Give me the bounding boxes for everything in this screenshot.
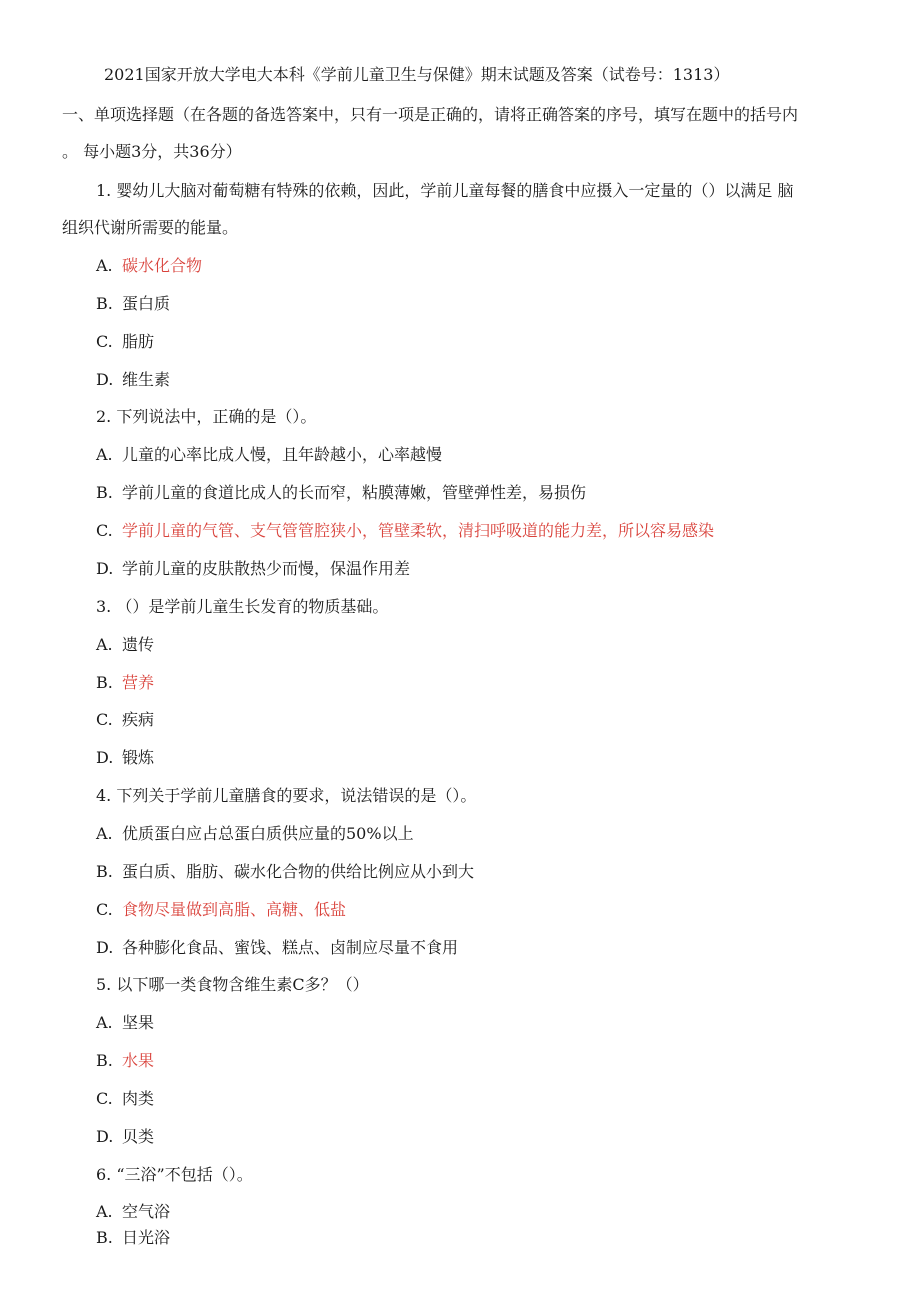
option-letter: A.	[96, 256, 113, 275]
option-text-answer: 水果	[122, 1051, 155, 1070]
option-text: 空气浴	[122, 1202, 171, 1221]
question-3-option-a	[96, 634, 154, 656]
option-text: 儿童的心率比成人慢，且年龄越小，心率越慢	[122, 445, 443, 464]
question-5-option-a	[96, 1012, 154, 1034]
option-text: 贝类	[122, 1127, 155, 1146]
option-text: 学前儿童的皮肤散热少而慢，保温作用差	[122, 559, 411, 578]
option-letter: C.	[96, 900, 113, 919]
option-text: 肉类	[122, 1089, 155, 1108]
question-5-stem: 5. 以下哪一类食物含维生素C多？（）	[96, 975, 369, 994]
option-text: 日光浴	[122, 1228, 171, 1247]
option-text: 锻炼	[122, 748, 155, 767]
question-1-option-b	[96, 293, 170, 315]
question-4-option-b	[96, 861, 474, 883]
question-3-option-d	[96, 747, 154, 769]
option-text: 遗传	[122, 635, 155, 654]
question-5-option-b	[96, 1050, 154, 1072]
option-letter: C.	[96, 521, 113, 540]
section-heading: 一、单项选择题（在各题的备选答案中，只有一项是正确的，请将正确答案的序号，填写在题中的括号内	[62, 105, 799, 124]
option-text: 各种膨化食品、蜜饯、糕点、卤制应尽量不食用	[122, 938, 459, 957]
question-3-option-c	[96, 709, 154, 731]
option-letter: B.	[96, 1228, 113, 1247]
question-1-option-a	[96, 255, 202, 277]
option-letter: D.	[96, 370, 114, 389]
question-2-option-d	[96, 558, 410, 580]
question-3-stem: 3. （）是学前儿童生长发育的物质基础。	[96, 597, 389, 616]
question-2-option-c	[96, 520, 714, 542]
question-4-option-d	[96, 937, 458, 959]
option-letter: A.	[96, 1202, 113, 1221]
question-5-option-c	[96, 1088, 154, 1110]
option-letter: D.	[96, 559, 114, 578]
option-letter: C.	[96, 332, 113, 351]
question-1-option-d	[96, 369, 170, 391]
option-letter: B.	[96, 673, 113, 692]
option-letter: B.	[96, 483, 113, 502]
option-letter: C.	[96, 710, 113, 729]
option-text-answer: 食物尽量做到高脂、高糖、低盐	[122, 900, 347, 919]
option-letter: B.	[96, 862, 113, 881]
question-2-option-b	[96, 482, 586, 504]
question-2-option-a	[96, 444, 442, 466]
question-4-stem: 4. 下列关于学前儿童膳食的要求，说法错误的是（）。	[96, 786, 477, 805]
question-6-stem: 6. “三浴”不包括（）。	[96, 1165, 253, 1184]
option-text: 优质蛋白应占总蛋白质供应量的50%以上	[122, 824, 414, 843]
option-letter: C.	[96, 1089, 113, 1108]
question-1-stem: 1. 婴幼儿大脑对葡萄糖有特殊的依赖，因此，学前儿童每餐的膳食中应摄入一定量的（）以满足 脑	[96, 181, 794, 200]
section-heading-cont: 。 每小题3分，共36分）	[62, 142, 242, 161]
option-letter: D.	[96, 1127, 114, 1146]
question-2-stem: 2. 下列说法中，正确的是（）。	[96, 407, 317, 426]
option-text-answer: 学前儿童的气管、支气管管腔狭小，管壁柔软，清扫呼吸道的能力差，所以容易感染	[122, 521, 715, 540]
question-3-option-b	[96, 672, 154, 694]
option-letter: B.	[96, 1051, 113, 1070]
option-letter: A.	[96, 445, 113, 464]
question-1-option-c	[96, 331, 154, 353]
option-letter: A.	[96, 635, 113, 654]
option-letter: A.	[96, 824, 113, 843]
question-6-option-a	[96, 1201, 170, 1223]
question-1-stem-cont: 组织代谢所需要的能量。	[62, 218, 239, 237]
option-letter: D.	[96, 938, 114, 957]
option-letter: B.	[96, 294, 113, 313]
option-text-answer: 碳水化合物	[122, 256, 203, 275]
option-letter: A.	[96, 1013, 113, 1032]
page-title: 2021国家开放大学电大本科《学前儿童卫生与保健》期末试题及答案（试卷号：1313）	[104, 65, 730, 84]
option-letter: D.	[96, 748, 114, 767]
option-text: 蛋白质、脂肪、碳水化合物的供给比例应从小到大	[122, 862, 475, 881]
question-4-option-a	[96, 823, 414, 845]
option-text: 维生素	[122, 370, 171, 389]
question-6-option-b	[96, 1227, 170, 1249]
option-text: 坚果	[122, 1013, 155, 1032]
option-text: 蛋白质	[122, 294, 171, 313]
question-5-option-d	[96, 1126, 154, 1148]
option-text: 脂肪	[122, 332, 155, 351]
option-text-answer: 营养	[122, 673, 155, 692]
option-text: 疾病	[122, 710, 155, 729]
option-text: 学前儿童的食道比成人的长而窄，粘膜薄嫩，管壁弹性差，易损伤	[122, 483, 587, 502]
question-4-option-c	[96, 899, 346, 921]
